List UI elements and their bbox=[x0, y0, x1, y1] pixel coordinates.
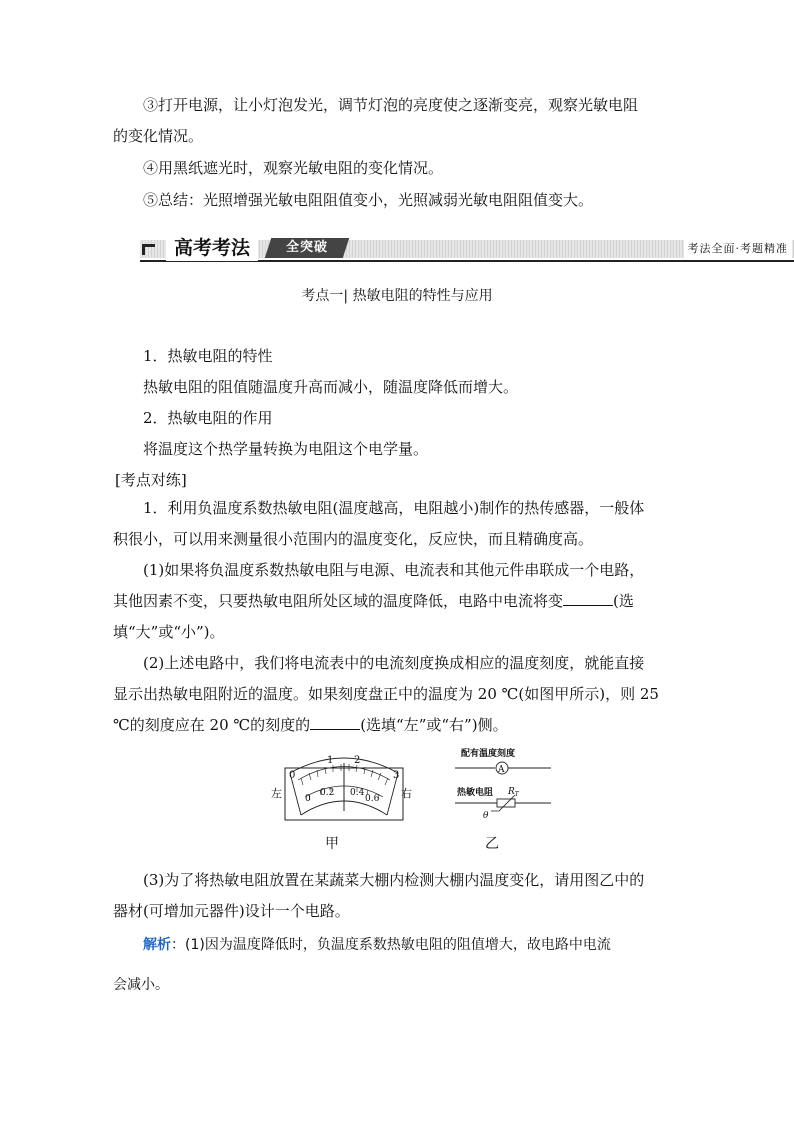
question-1-2-line3 bbox=[113, 710, 683, 741]
step5: ⑤总结：光照增强光敏电阻阻值变小，光照减弱光敏电阻阻值变大。 bbox=[143, 191, 594, 209]
subheading-2: 2．热敏电阻的作用 bbox=[143, 409, 273, 427]
meter-inner-tick-0: 0 bbox=[305, 794, 311, 804]
figure-yi-components bbox=[455, 747, 551, 821]
meter-inner-tick-3: 0.6 bbox=[365, 794, 380, 804]
meter-outer-tick-3: 3 bbox=[393, 770, 400, 781]
meter-inner-tick-2: 0.4 bbox=[350, 788, 365, 798]
meter-right-label: 右 bbox=[401, 787, 412, 800]
section-banner bbox=[140, 234, 794, 262]
figure-caption-yi: 乙 bbox=[485, 836, 499, 852]
figure-area bbox=[265, 745, 565, 855]
question-1-1-line3: 填“大”或“小”)。 bbox=[113, 623, 225, 641]
question-1-3-line1: (3)为了将热敏电阻放置在某蔬菜大棚内检测大棚内温度变化，请用图乙中的 bbox=[143, 871, 645, 889]
meter-left-label: 左 bbox=[271, 787, 282, 800]
meter-inner-tick-1: 0.2 bbox=[320, 788, 335, 798]
step4: ④用黑纸遮光时，观察光敏电阻的变化情况。 bbox=[143, 159, 444, 177]
section-title: 考点一| 热敏电阻的特性与应用 bbox=[301, 288, 493, 304]
meter-outer-tick-1: 1 bbox=[327, 755, 334, 766]
figure-jia-meter bbox=[271, 755, 412, 820]
banner-tag-text: 全突破 bbox=[285, 240, 328, 255]
answer-label: 解析 bbox=[143, 937, 171, 953]
question-1-2-text: ℃的刻度应在 20 ℃的刻度的 bbox=[113, 716, 311, 734]
question-1-1-line2 bbox=[113, 586, 683, 617]
answer-line1 bbox=[113, 930, 683, 961]
subheading-1: 1．热敏电阻的特性 bbox=[143, 347, 273, 365]
ammeter-symbol: A bbox=[498, 765, 505, 775]
exercise-header: [考点对练] bbox=[115, 471, 187, 489]
question-1-2-line1: (2)上述电路中，我们将电流表中的电流刻度换成相应的温度刻度，就能直接 bbox=[143, 654, 645, 672]
question-1-2-line2: 显示出热敏电阻附近的温度。如果刻度盘正中的温度为 20 ℃(如图甲所示)，则 25 bbox=[113, 685, 659, 703]
question-1-1-line1: (1)如果将负温度系数热敏电阻与电源、电流表和其他元件串联成一个电路， bbox=[143, 561, 645, 579]
step3-line1: ③打开电源，让小灯泡发光，调节灯泡的亮度使之逐渐变亮，观察光敏电阻 bbox=[143, 96, 639, 114]
answer-blank-1[interactable] bbox=[563, 591, 613, 606]
ammeter-caption: 配有温度刻度 bbox=[461, 749, 516, 759]
paragraph-1: 热敏电阻的阻值随温度升高而减小，随温度降低而增大。 bbox=[143, 378, 519, 396]
question-1-2-suffix: (选填“左”或“右”)侧。 bbox=[360, 716, 508, 734]
meter-outer-tick-0: 0 bbox=[289, 770, 296, 781]
thermistor-symbol-letter: R bbox=[508, 787, 515, 797]
question-1-line1: 1．利用负温度系数热敏电阻(温度越高，电阻越小)制作的热传感器，一般体 bbox=[143, 499, 645, 517]
theta-symbol: θ bbox=[483, 811, 489, 821]
question-1-1-suffix: (选 bbox=[613, 592, 634, 610]
answer-text-1: ：(1)因为温度降低时，负温度系数热敏电阻的阻值增大，故电路中电流 bbox=[171, 937, 611, 953]
banner-right-text: 考法全面·考题精准 bbox=[684, 239, 793, 259]
question-1-3-line2: 器材(可增加元器件)设计一个电路。 bbox=[113, 902, 350, 920]
paragraph-2: 将温度这个热学量转换为电阻这个电学量。 bbox=[143, 440, 429, 458]
question-1-1-text: 其他因素不变，只要热敏电阻所处区域的温度降低，电路中电流将变 bbox=[113, 592, 564, 610]
banner-title: 高考考法 bbox=[166, 235, 258, 261]
answer-line2: 会减小。 bbox=[113, 977, 169, 993]
meter-outer-tick-2: 2 bbox=[354, 755, 361, 766]
step3-line2: 的变化情况。 bbox=[113, 127, 204, 145]
answer-blank-2[interactable] bbox=[310, 715, 360, 730]
thermistor-symbol-subscript: T bbox=[514, 791, 519, 798]
figure-caption-jia: 甲 bbox=[325, 836, 339, 852]
thermistor-caption: 热敏电阻 bbox=[457, 788, 494, 798]
banner-corner-mark bbox=[142, 244, 155, 255]
banner-tag bbox=[265, 238, 349, 258]
question-1-line2: 积很小，可以用来测量很小范围内的温度变化，反应快，而且精确度高。 bbox=[113, 530, 594, 548]
